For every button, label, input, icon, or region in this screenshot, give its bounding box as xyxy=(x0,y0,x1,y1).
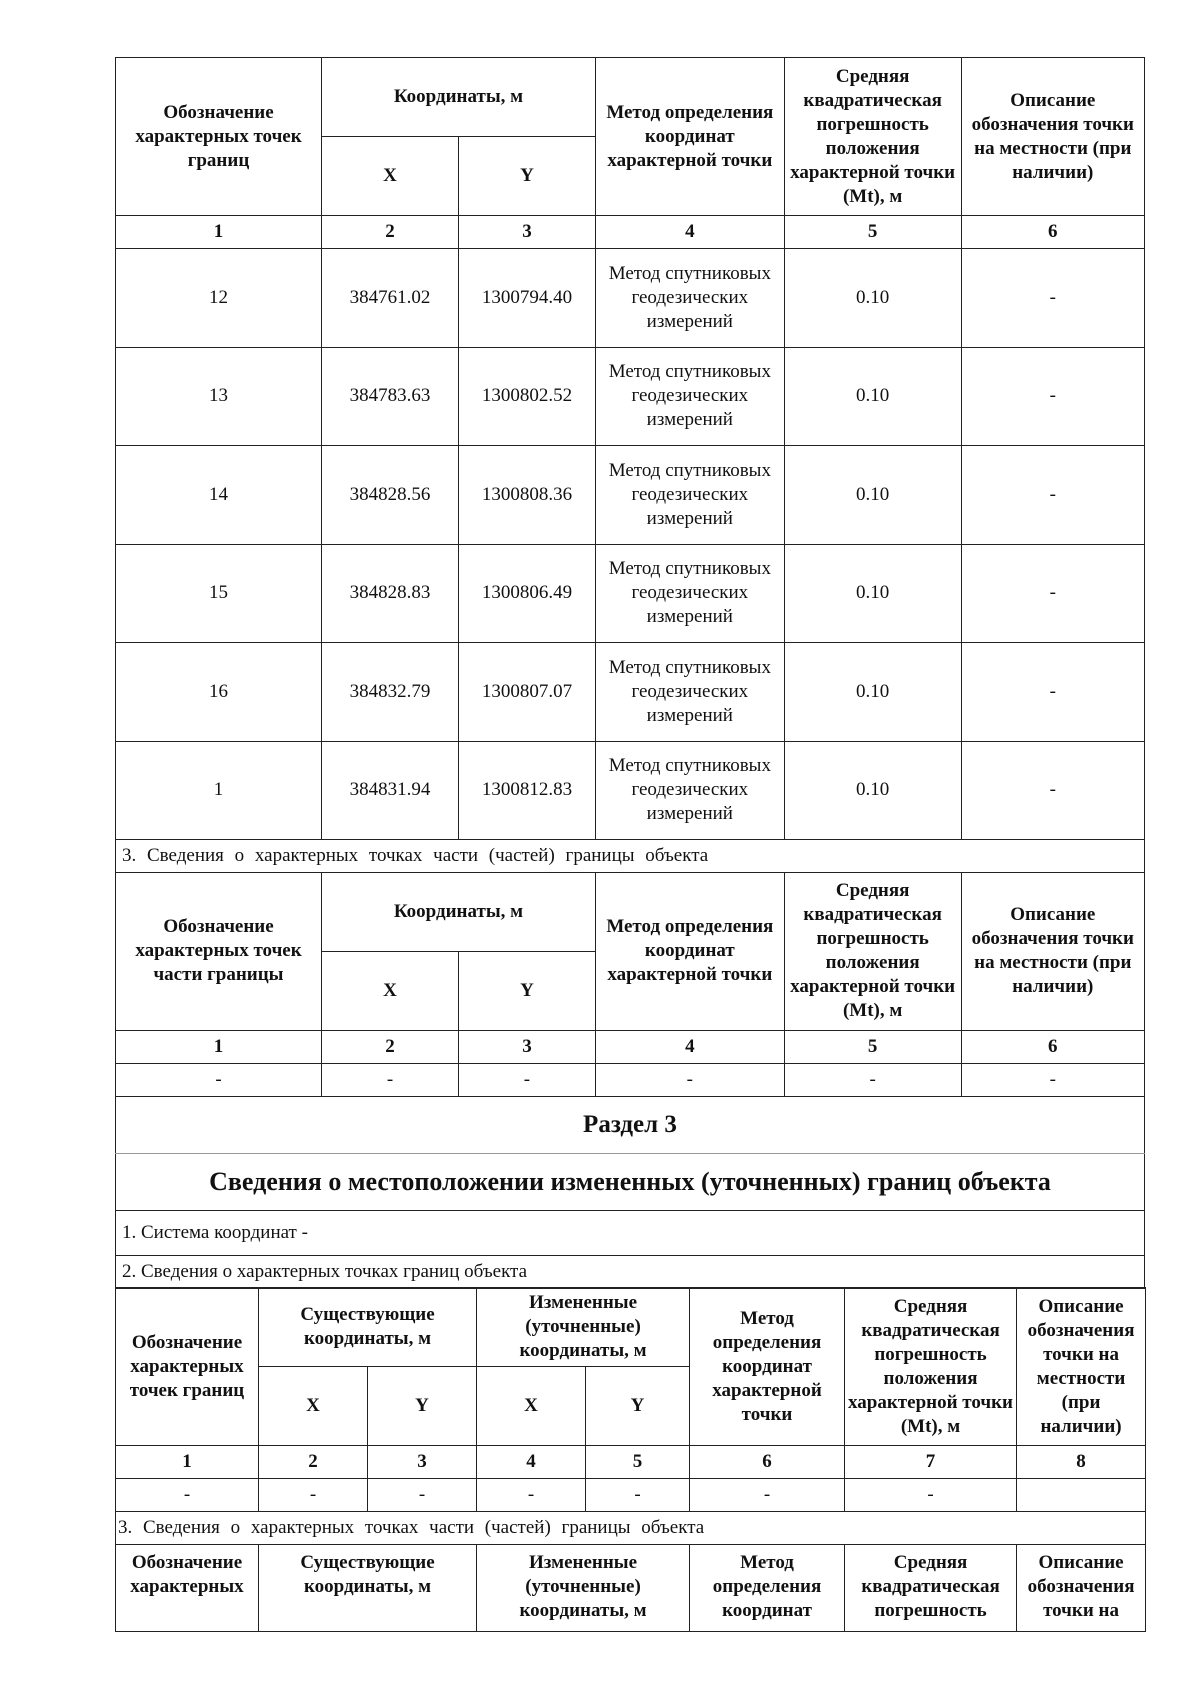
column-number: 1 xyxy=(116,1030,322,1063)
column-numbers-row xyxy=(116,216,1145,249)
cell-y: 1300806.49 xyxy=(458,544,595,643)
part-boundary-points-table xyxy=(115,872,1145,1289)
cell-x: 384828.56 xyxy=(322,446,459,545)
cell-y: 1300794.40 xyxy=(458,249,595,348)
cell-empty: - xyxy=(477,1479,586,1512)
header-description: Описание обозначения точки на местности (при наличии) xyxy=(961,58,1144,216)
cell-method: Метод спутниковых геодезических измерений xyxy=(595,741,784,840)
cell-empty: - xyxy=(458,1063,595,1096)
table-row xyxy=(116,347,1145,446)
section-subtitle: Сведения о местоположении измененных (уточненных) границ объекта xyxy=(116,1153,1145,1210)
column-number: 6 xyxy=(690,1446,845,1479)
cell-mt: 0.10 xyxy=(784,643,961,742)
section-note: 3. Сведения о характерных точках части (частей) границы объекта xyxy=(116,1512,1146,1545)
cell-mt: 0.10 xyxy=(784,347,961,446)
cell-description: - xyxy=(961,741,1144,840)
cell-empty xyxy=(1017,1479,1146,1512)
cell-description: - xyxy=(961,544,1144,643)
table-row xyxy=(116,1479,1146,1512)
column-number: 1 xyxy=(116,216,322,249)
cell-mt: 0.10 xyxy=(784,544,961,643)
cell-method: Метод спутниковых геодезических измерений xyxy=(595,446,784,545)
cell-point: 12 xyxy=(116,249,322,348)
header-mt: Средняя квадратическая погрешность положения характерной точки (Mt), м xyxy=(845,1288,1017,1446)
cell-point: 14 xyxy=(116,446,322,545)
header-x: X xyxy=(477,1367,586,1446)
column-number: 6 xyxy=(961,1030,1144,1063)
cell-method: Метод спутниковых геодезических измерений xyxy=(595,249,784,348)
header-y: Y xyxy=(458,137,595,216)
header-point-designation: Обозначение характерных точек части границы xyxy=(116,872,322,1030)
cell-description: - xyxy=(961,347,1144,446)
column-number: 3 xyxy=(458,216,595,249)
cell-y: 1300807.07 xyxy=(458,643,595,742)
cell-empty: - xyxy=(595,1063,784,1096)
cell-description: - xyxy=(961,446,1144,545)
cell-empty: - xyxy=(586,1479,690,1512)
cell-method: Метод спутниковых геодезических измерений xyxy=(595,347,784,446)
header-description: Описание обозначения точки на местности (при наличии) xyxy=(961,872,1144,1030)
table-row xyxy=(116,544,1145,643)
cell-empty: - xyxy=(116,1479,259,1512)
changed-boundary-points-table xyxy=(115,1287,1146,1632)
cell-mt: 0.10 xyxy=(784,446,961,545)
header-y: Y xyxy=(458,951,595,1030)
header-existing-coordinates: Существующие координаты, м xyxy=(259,1545,477,1632)
cell-x: 384761.02 xyxy=(322,249,459,348)
table-row xyxy=(116,249,1145,348)
document-page xyxy=(115,57,1145,1632)
column-number: 6 xyxy=(961,216,1144,249)
column-number: 4 xyxy=(595,216,784,249)
table-row xyxy=(116,446,1145,545)
boundary-points-table xyxy=(115,57,1145,873)
column-number: 5 xyxy=(784,216,961,249)
cell-empty: - xyxy=(690,1479,845,1512)
column-number: 2 xyxy=(322,216,459,249)
cell-empty: - xyxy=(259,1479,368,1512)
header-coordinates: Координаты, м xyxy=(322,58,596,137)
header-mt: Средняя квадратическая погрешность положения характерной точки (Mt), м xyxy=(784,58,961,216)
table-row xyxy=(116,741,1145,840)
table-row xyxy=(116,1063,1145,1096)
cell-empty: - xyxy=(784,1063,961,1096)
points-info-line: 2. Сведения о характерных точках границ объекта xyxy=(116,1255,1145,1288)
section-note: 3. Сведения о характерных точках части (частей) границы объекта xyxy=(116,840,1145,873)
cell-description: - xyxy=(961,249,1144,348)
cell-x: 384832.79 xyxy=(322,643,459,742)
column-number: 1 xyxy=(116,1446,259,1479)
cell-method: Метод спутниковых геодезических измерений xyxy=(595,643,784,742)
cell-point: 1 xyxy=(116,741,322,840)
cell-x: 384831.94 xyxy=(322,741,459,840)
column-number: 5 xyxy=(784,1030,961,1063)
cell-empty: - xyxy=(322,1063,459,1096)
header-mt: Средняя квадратическая погрешность положения характерной точки (Mt), м xyxy=(784,872,961,1030)
cell-point: 13 xyxy=(116,347,322,446)
header-x: X xyxy=(322,951,459,1030)
header-method: Метод определения координат характерной точки xyxy=(595,58,784,216)
table-row xyxy=(116,643,1145,742)
header-y: Y xyxy=(368,1367,477,1446)
header-mt: Средняя квадратическая погрешность xyxy=(845,1545,1017,1632)
header-method: Метод определения координат характерной точки xyxy=(690,1288,845,1446)
column-number: 3 xyxy=(368,1446,477,1479)
cell-y: 1300808.36 xyxy=(458,446,595,545)
column-number: 5 xyxy=(586,1446,690,1479)
column-number: 8 xyxy=(1017,1446,1146,1479)
cell-empty: - xyxy=(368,1479,477,1512)
section-title: Раздел 3 xyxy=(116,1096,1145,1153)
header-point-designation: Обозначение характерных точек границ xyxy=(116,1288,259,1446)
column-numbers-row xyxy=(116,1446,1146,1479)
column-number: 4 xyxy=(595,1030,784,1063)
column-number: 3 xyxy=(458,1030,595,1063)
cell-mt: 0.10 xyxy=(784,249,961,348)
column-number: 2 xyxy=(322,1030,459,1063)
cell-mt: 0.10 xyxy=(784,741,961,840)
cell-description: - xyxy=(961,643,1144,742)
cell-method: Метод спутниковых геодезических измерений xyxy=(595,544,784,643)
header-existing-coordinates: Существующие координаты, м xyxy=(259,1288,477,1367)
header-changed-coordinates: Измененные (уточненные) координаты, м xyxy=(477,1288,690,1367)
header-description: Описание обозначения точки на местности (при наличии) xyxy=(1017,1288,1146,1446)
header-method: Метод определения координат характерной точки xyxy=(595,872,784,1030)
header-x: X xyxy=(322,137,459,216)
cell-x: 384828.83 xyxy=(322,544,459,643)
column-number: 4 xyxy=(477,1446,586,1479)
header-y: Y xyxy=(586,1367,690,1446)
header-point-designation: Обозначение характерных точек границ xyxy=(116,58,322,216)
column-numbers-row xyxy=(116,1030,1145,1063)
cell-x: 384783.63 xyxy=(322,347,459,446)
cell-y: 1300802.52 xyxy=(458,347,595,446)
column-number: 7 xyxy=(845,1446,1017,1479)
header-method: Метод определения координат xyxy=(690,1545,845,1632)
header-point-designation: Обозначение характерных xyxy=(116,1545,259,1632)
cell-empty: - xyxy=(961,1063,1144,1096)
cell-point: 16 xyxy=(116,643,322,742)
column-number: 2 xyxy=(259,1446,368,1479)
cell-y: 1300812.83 xyxy=(458,741,595,840)
coordinate-system-line: 1. Система координат - xyxy=(116,1210,1145,1255)
header-x: X xyxy=(259,1367,368,1446)
header-coordinates: Координаты, м xyxy=(322,872,596,951)
header-changed-coordinates: Измененные (уточненные) координаты, м xyxy=(477,1545,690,1632)
cell-point: 15 xyxy=(116,544,322,643)
cell-empty: - xyxy=(845,1479,1017,1512)
cell-empty: - xyxy=(116,1063,322,1096)
header-description: Описание обозначения точки на xyxy=(1017,1545,1146,1632)
